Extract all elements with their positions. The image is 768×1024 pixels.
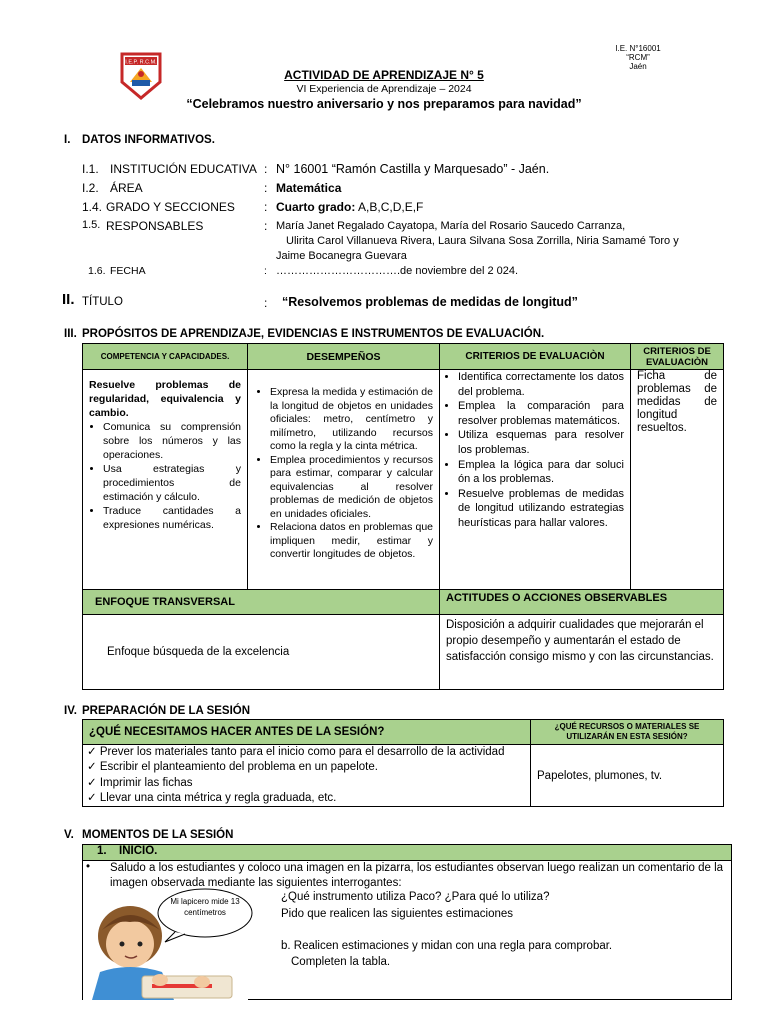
row-grado-colon: :	[264, 200, 268, 214]
question-3: b. Realicen estimaciones y midan con una regla para comprobar.	[281, 940, 613, 952]
row-grado-value-text: A,B,C,D,E,F	[355, 200, 424, 214]
cell-enfoque: Enfoque búsqueda de la excelencia	[83, 615, 440, 690]
page-subtitle: VI Experiencia de Aprendizaje – 2024	[296, 83, 472, 95]
cell-desempenos	[248, 370, 440, 590]
section1-num: I.	[64, 134, 71, 146]
bullet-icon: •	[86, 861, 91, 873]
th-competencia: COMPETENCIA Y CAPACIDADES.	[83, 344, 248, 370]
check-icon: ✓	[87, 776, 100, 789]
capacidad-item: • Comunica su comprensión sobre los números y las operaciones.	[103, 420, 241, 462]
section5-num: V.	[64, 829, 74, 841]
question-4: Completen la tabla.	[291, 956, 391, 968]
row-fecha-label: FECHA	[110, 265, 146, 277]
school-tag	[603, 44, 673, 71]
section3-num: III.	[64, 328, 77, 340]
row-grado-value	[276, 200, 423, 214]
criterio-item: • Emplea la lógica para dar soluci ón a los problemas.	[458, 458, 624, 487]
row-resp-value3: Jaime Bocanegra Guevara	[276, 250, 407, 262]
cell-tasks	[83, 745, 531, 807]
row-grado-label: GRADO Y SECCIONES	[106, 200, 235, 214]
school-tag-line2: Jaén	[629, 62, 647, 71]
task-item: ✓ Imprimir las fichas	[87, 776, 193, 789]
row-resp-value1: María Janet Regalado Cayatopa, María del Rosario Saucedo Carranza,	[276, 220, 626, 232]
desempeno-item: • Emplea procedimientos y recursos para estimar, comparar y calcular equivalencias al resolver problemas de medición de objetos en unidades oficiales.	[270, 454, 433, 522]
criterio-item: • Utiliza esquemas para resolver los problemas.	[458, 428, 624, 457]
row-resp-label: RESPONSABLES	[106, 219, 204, 233]
question-1: ¿Qué instrumento utiliza Paco? ¿Para qué lo utiliza?	[281, 891, 550, 903]
th-prep-left: ¿QUÉ NECESITAMOS HACER ANTES DE LA SESIÓN?	[83, 720, 531, 745]
phase-label: INICIO.	[119, 845, 158, 857]
question-2: Pido que realicen las siguientes estimaciones	[281, 908, 514, 920]
inicio-intro: Saludo a los estudiantes y coloco una imagen en la pizarra, los estudiantes observan luego realizan un comentario de la imagen observada mediante las siguientes interrogantes:	[110, 862, 724, 889]
phase-bar	[82, 844, 732, 861]
task-item: ✓ Llevar una cinta métrica y regla graduada, etc.	[87, 791, 337, 804]
row-ie-colon: :	[264, 162, 268, 176]
inicio-bottom-rule	[248, 999, 731, 1000]
task-item: ✓ Prever los materiales tanto para el inicio como para el desarrollo de la actividad	[87, 746, 505, 758]
section4-num: IV.	[64, 705, 78, 717]
check-icon: ✓	[87, 761, 100, 774]
speech-bubble-text: Mi lapicero mide 13 centímetros	[170, 897, 240, 917]
section2-value: “Resolvemos problemas de medidas de longitud”	[282, 295, 578, 309]
page-theme: “Celebramos nuestro aniversario y nos preparamos para navidad”	[186, 97, 582, 111]
page-title: ACTIVIDAD DE APRENDIZAJE N° 5	[284, 68, 484, 82]
section4-title: PREPARACIÓN DE LA SESIÓN	[82, 705, 251, 717]
section2-num: II.	[62, 291, 75, 308]
th-desempenos: DESEMPEÑOS	[248, 344, 440, 370]
check-icon: ✓	[87, 746, 100, 758]
row-ie-label: INSTITUCIÓN EDUCATIVA	[110, 162, 257, 176]
purposes-table	[82, 343, 724, 690]
prep-table	[82, 719, 724, 807]
task-item: ✓ Escribir el planteamiento del problema en un papelote.	[87, 761, 378, 774]
row-resp-value2: Ulirita Carol Villanueva Rivera, Laura Silvana Sosa Zorrilla, Niria Samamé Toro y	[286, 235, 679, 247]
row-fecha-num: 1.6.	[88, 265, 106, 277]
desempeno-item: • Expresa la medida y estimación de la longitud de objetos en unidades oficiales: metro, centímetro y milímetro, utilizando recursos como la regla y la cinta métrica.	[270, 386, 433, 454]
criterio-item: • Identifica correctamente los datos del problema.	[458, 370, 624, 399]
cell-criterios	[440, 370, 631, 590]
th-prep-right: ¿QUÉ RECURSOS O MATERIALES SE UTILIZARÁN EN ESTA SESIÓN?	[531, 720, 724, 745]
cell-resources: Papelotes, plumones, tv.	[531, 745, 724, 807]
capacidad-item: • Usa estrategias y procedimientos de estimación y cálculo.	[103, 462, 241, 504]
criterio-item: • Resuelve problemas de medidas de longitud utilizando estrategias heurísticas para hallar valores.	[458, 487, 624, 531]
row-ie-value: N° 16001 “Ramón Castilla y Marquesado” - Jaén.	[276, 162, 550, 176]
cell-competencia	[83, 370, 248, 590]
school-tag-line1: I.E. N°16001 “RCM”	[615, 44, 661, 62]
row-area-colon: :	[264, 181, 268, 195]
cell-instrumento: Ficha de problemas de medidas de longitud resueltos.	[631, 370, 724, 590]
section2-label: TÍTULO	[82, 296, 123, 308]
cell-actitudes: Disposición a adquirir cualidades que mejorarán el propio desempeño y aumentarán el estado de satisfacción consigo mismo y con las circunstancias.	[440, 615, 724, 690]
row-area-num: I.2.	[82, 181, 99, 195]
section3-title: PROPÓSITOS DE APRENDIZAJE, EVIDENCIAS E INSTRUMENTOS DE EVALUACIÓN.	[82, 328, 545, 340]
check-icon: ✓	[87, 791, 100, 804]
row-grado-num: 1.4.	[82, 200, 103, 214]
competencia-title: Resuelve problemas de regularidad, equivalencia y cambio.	[89, 379, 241, 419]
row-ie-num: I.1.	[82, 162, 99, 176]
row-resp-colon: :	[264, 219, 268, 233]
section1-title: DATOS INFORMATIVOS.	[82, 134, 215, 146]
row-grado-value-bold: Cuarto grado:	[276, 200, 356, 214]
th-instrumento: CRITERIOS DE EVALUACIÒN	[631, 344, 724, 370]
logo-text: I.E.P. R.C.M.	[125, 59, 157, 66]
row-fecha-colon: :	[264, 265, 267, 277]
capacidad-item: • Traduce cantidades a expresiones numéricas.	[103, 504, 241, 532]
desempeno-item: • Relaciona datos en problemas que impliquen medir, estimar y convertir longitudes de objetos.	[270, 521, 433, 562]
row-resp-num: 1.5.	[82, 219, 101, 231]
th-enfoque: ENFOQUE TRANSVERSAL	[83, 590, 440, 615]
section5-title: MOMENTOS DE LA SESIÓN	[82, 829, 234, 841]
criterio-item: • Emplea la comparación para resolver problemas matemáticos.	[458, 399, 624, 428]
phase-num: 1.	[97, 845, 107, 857]
th-actitudes: ACTITUDES O ACCIONES OBSERVABLES	[440, 590, 724, 615]
row-area-value: Matemática	[276, 181, 342, 195]
section2-colon: :	[264, 296, 268, 310]
th-criterios: CRITERIOS DE EVALUACIÒN	[440, 344, 631, 370]
row-fecha-value: …………………………….de noviembre del 2 024.	[276, 265, 519, 277]
row-area-label: ÁREA	[110, 181, 143, 195]
